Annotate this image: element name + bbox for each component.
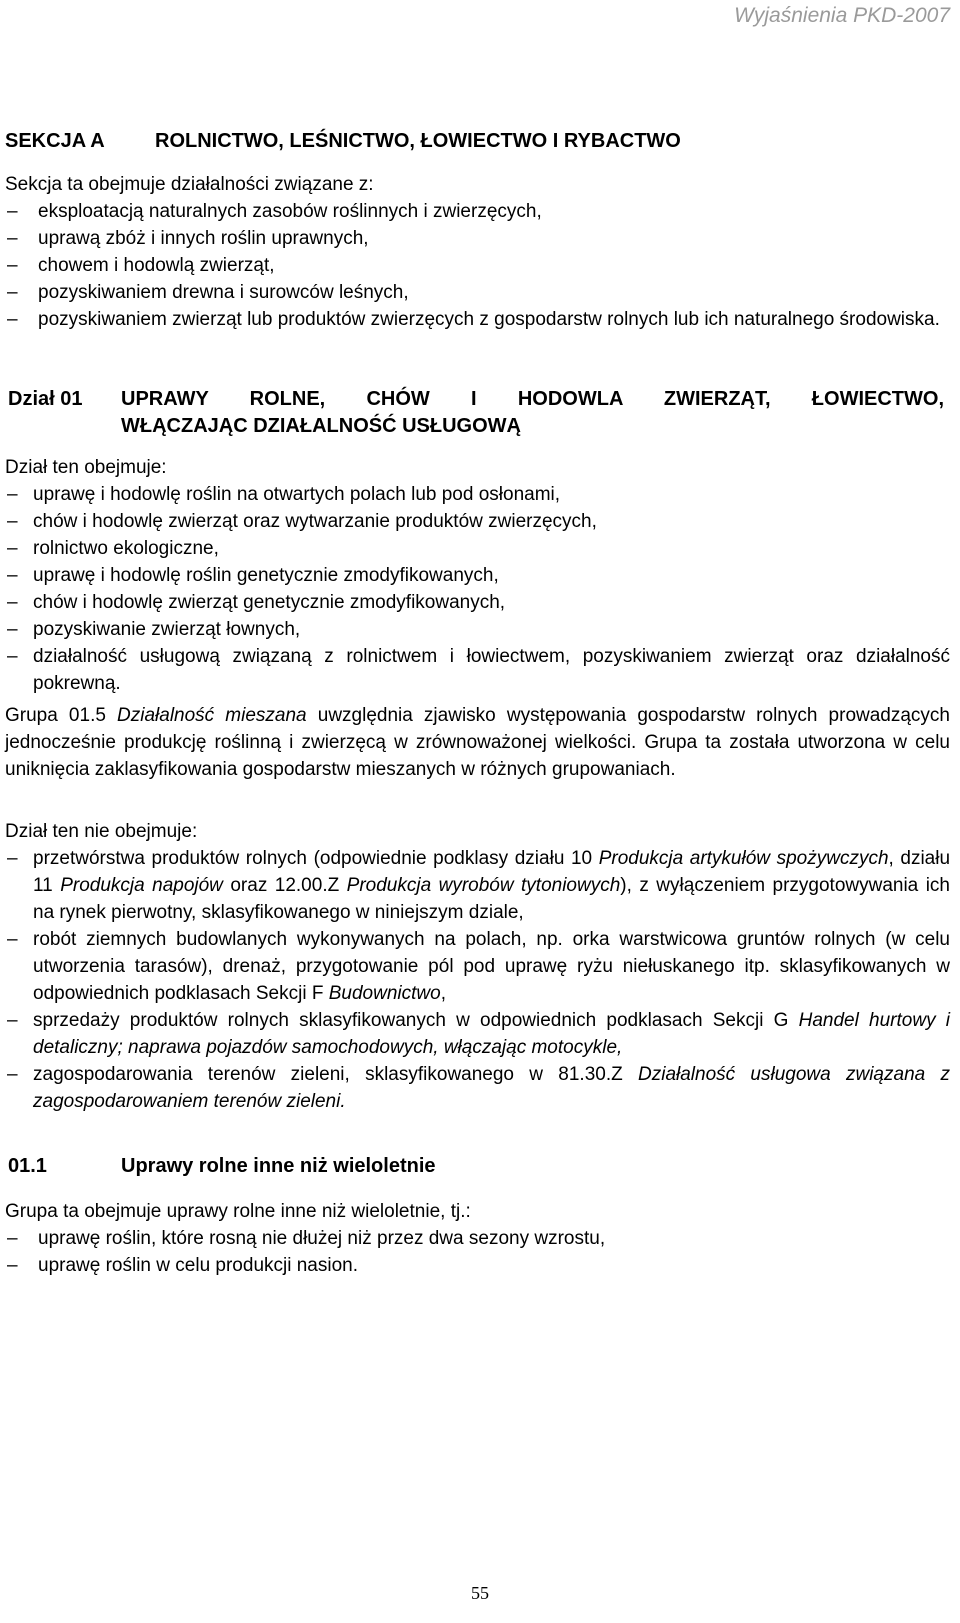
division-includes xyxy=(5,454,950,697)
group-description xyxy=(5,1198,950,1279)
list-item: – uprawę i hodowlę roślin na otwartych polach lub pod osłonami, xyxy=(7,484,561,505)
list-item: – uprawę roślin w celu produkcji nasion. xyxy=(7,1255,358,1276)
list-item: – pozyskiwaniem zwierząt lub produktów zwierzęcych z gospodarstw rolnych lub ich naturalnego środowiska. xyxy=(7,309,940,330)
list-item: – eksploatacją naturalnych zasobów roślinnych i zwierzęcych, xyxy=(7,201,542,222)
list-item: – pozyskiwaniem drewna i surowców leśnych, xyxy=(7,282,409,303)
list-item: – przetwórstwa produktów rolnych (odpowiednie podklasy działu 10 Produkcja artykułów spożywczych, działu 11 Produkcja napojów oraz 12.00.Z Produkcja wyrobów tytoniowych), z wyłączeniem przygotowywania ich na rynek pierwotny, sklasyfikowanego w niniejszym dziale, xyxy=(7,848,951,923)
section-label: SEKCJA A xyxy=(5,130,105,152)
list-item: – działalność usługową związaną z rolnictwem i łowiectwem, pozyskiwaniem zwierząt oraz działalność pokrewną. xyxy=(7,646,950,694)
list-item: – pozyskiwanie zwierząt łownych, xyxy=(7,619,301,640)
list-item: – zagospodarowania terenów zieleni, sklasyfikowanego w 81.30.Z Działalność usługowa związana z zagospodarowaniem terenów zieleni. xyxy=(7,1064,950,1112)
list-item: – chów i hodowlę zwierząt genetycznie zmodyfikowanych, xyxy=(7,592,506,613)
list-item: – rolnictwo ekologiczne, xyxy=(7,538,219,559)
group-heading xyxy=(8,1155,950,1178)
group-list xyxy=(5,1225,950,1279)
group-intro: Grupa ta obejmuje uprawy rolne inne niż wieloletnie, tj.: xyxy=(5,1201,471,1222)
group-code: 01.1 xyxy=(8,1155,47,1177)
list-item: – uprawą zbóż i innych roślin uprawnych, xyxy=(7,228,369,249)
list-item: – robót ziemnych budowlanych wykonywanych na polach, np. orka warstwicowa gruntów rolnych (w celu utworzenia tarasów), drenaż, przygotowanie pól pod uprawę ryżu niełuskanego itp. sklasyfikowanych w odpowiednich podklasach Sekcji F Budownictwo, xyxy=(7,929,950,1004)
includes-intro: Dział ten obejmuje: xyxy=(5,457,167,478)
list-item: – chowem i hodowlą zwierząt, xyxy=(7,255,275,276)
group-title: Uprawy rolne inne niż wieloletnie xyxy=(121,1155,436,1177)
page-number: 55 xyxy=(471,1583,489,1603)
section-name: ROLNICTWO, LEŚNICTWO, ŁOWIECTWO I RYBACTWO xyxy=(155,130,681,152)
division-heading xyxy=(8,386,944,440)
grupa-note: Grupa 01.5 Działalność mieszana uwzględnia zjawisko występowania gospodarstw rolnych prowadzących jednocześnie produkcję roślinną i zwierzęcą w zrównoważonej wielkości. Grupa ta została utworzona w celu uniknięcia zaklasyfikowania gospodarstw mieszanych w różnych grupowaniach. xyxy=(5,705,950,780)
section-description xyxy=(5,171,950,333)
division-title-line1: UPRAWY ROLNE, CHÓW I HODOWLA ZWIERZĄT, ŁOWIECTWO, xyxy=(121,388,944,410)
section-title xyxy=(5,130,950,153)
division-label: Dział 01 xyxy=(8,388,83,410)
list-item: – uprawę i hodowlę roślin genetycznie zmodyfikowanych, xyxy=(7,565,499,586)
excludes-intro: Dział ten nie obejmuje: xyxy=(5,821,198,842)
list-item: – sprzedaży produktów rolnych sklasyfikowanych w odpowiednich podklasach Sekcji G Handel hurtowy i detaliczny; naprawa pojazdów samochodowych, włączając motocykle, xyxy=(7,1010,950,1058)
section-list xyxy=(5,198,950,333)
list-item: – chów i hodowlę zwierząt oraz wytwarzanie produktów zwierzęcych, xyxy=(7,511,597,532)
section-intro: Sekcja ta obejmuje działalności związane z: xyxy=(5,174,374,195)
division-excludes xyxy=(5,818,950,1115)
list-item: – uprawę roślin, które rosną nie dłużej niż przez dwa sezony wzrostu, xyxy=(7,1228,606,1249)
division-title-line2: WŁĄCZAJĄC DZIAŁALNOŚĆ USŁUGOWĄ xyxy=(121,415,521,437)
includes-list xyxy=(5,481,950,697)
excludes-list xyxy=(5,845,950,1115)
running-header: Wyjaśnienia PKD-2007 xyxy=(734,4,950,27)
